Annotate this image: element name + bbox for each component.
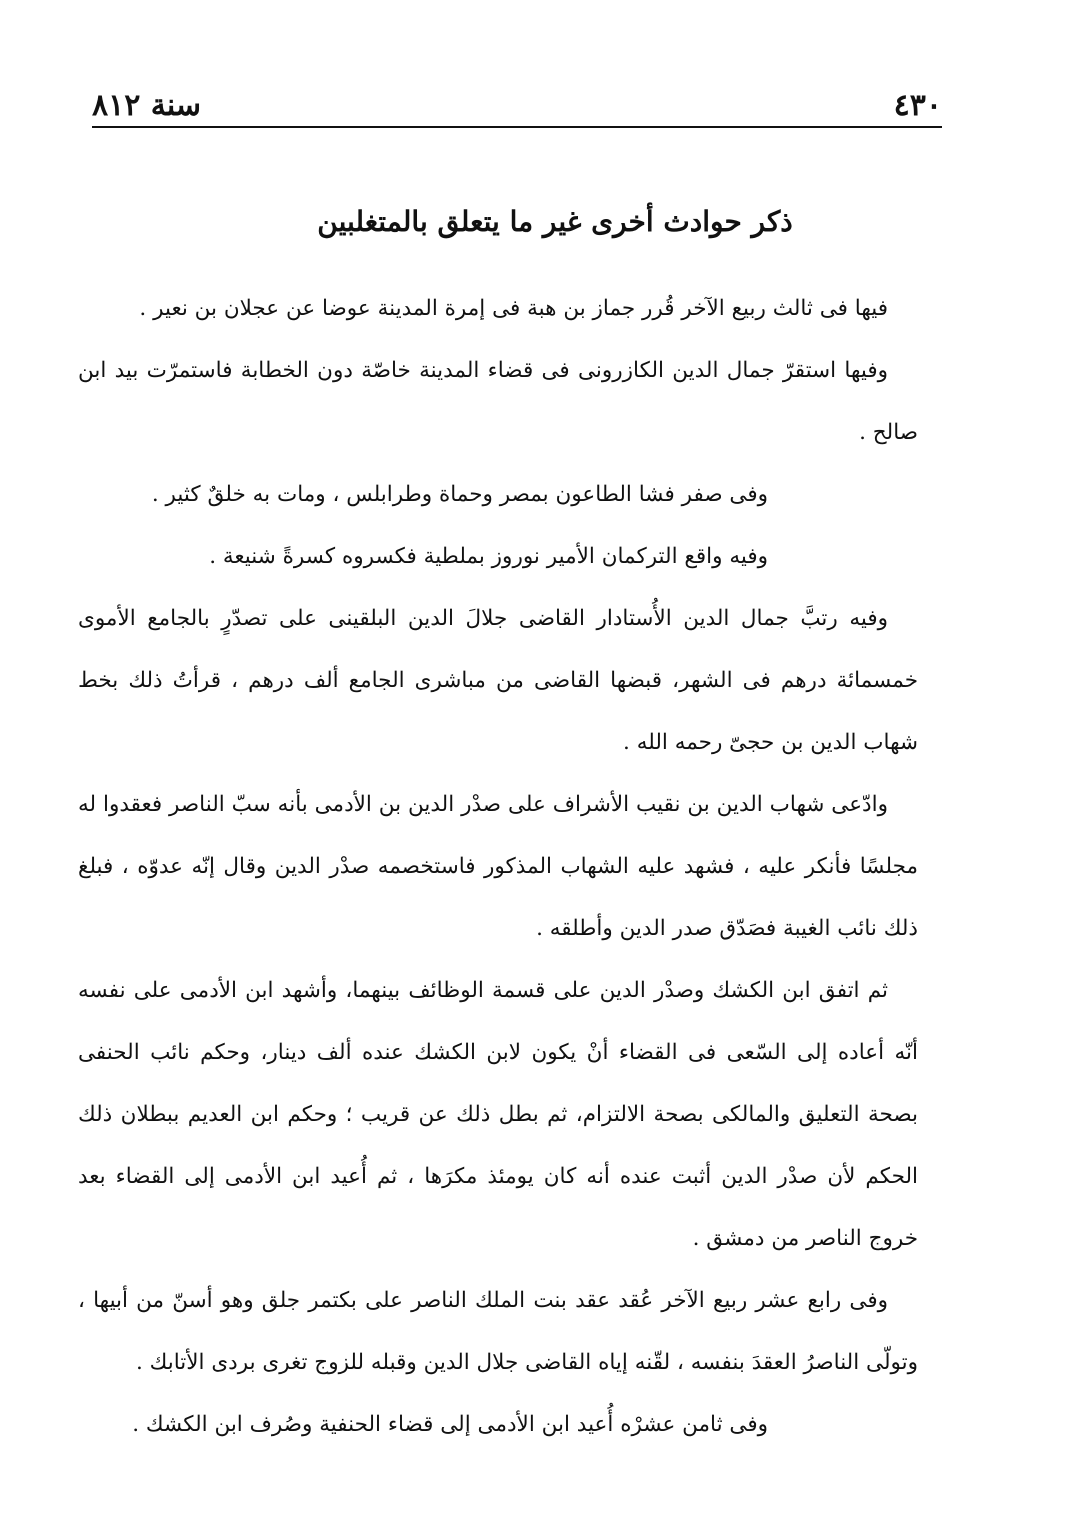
paragraph: وفى ثامن عشرْه أُعيد ابن الأدمى إلى قضاء الحنفية وصُرف ابن الكشك . [132,1412,768,1437]
paragraph: وفيه واقع التركمان الأمير نوروز بملطية فكسروه كسرةً شنيعة . [209,544,768,569]
page-number: ٤٣٠ [893,88,942,123]
paragraph: وادّعى شهاب الدين بن نقيب الأشراف على صدْر الدين بن الأدمى بأنه سبّ الناصر فعقدوا له مجلسًا فأنكر عليه ، فشهد عليه الشهاب المذكور فاستخصمه صدْر الدين وقال إنّه عدوّه ، فبلغ ذلك نائب الغيبة فصَدّق صدر الدين وأطلقه . [78,792,918,941]
paragraph: وفى رابع عشر ربيع الآخر عُقد عقد بنت الملك الناصر على بكتمر جلق وهو أسنّ من أبيها ، وتولّى الناصرُ العقدَ بنفسه ، لقّنه إياه القاضى جلال الدين وقبله للزوج تغرى بردى الأتابك . [78,1288,918,1375]
body-text [78,278,918,1456]
paragraph: ثم اتفق ابن الكشك وصدْر الدين على قسمة الوظائف بينهما، وأشهد ابن الأدمى على نفسه أنّه أعاده إلى السّعى فى القضاء أنْ يكون لابن الكشك عنده ألف دينار، وحكم نائب الحنفى بصحة التعليق والمالكى بصحة الالتزام، ثم بطل ذلك عن قريب ؛ وحكم ابن العديم ببطلان ذلك الحكم لأن صدْر الدين أثبت عنده أنه كان يومئذ مكرَها ، ثم أُعيد ابن الأدمى إلى القضاء بعد خروج الناصر من دمشق . [78,978,918,1251]
paragraph: فيها فى ثالث ربيع الآخر قُرر جماز بن هبة فى إمرة المدينة عوضا عن عجلان بن نعير . [139,296,888,321]
paragraph: وفى صفر فشا الطاعون بمصر وحماة وطرابلس ، ومات به خلقٌ كثير . [151,482,768,507]
year-label: سنة ٨١٢ [92,88,202,123]
section-heading: ذكر حوادث أخرى غير ما يتعلق بالمتغلبين [317,205,793,238]
paragraph: وفيه رتبَّ جمال الدين الأُستادار القاضى جلالَ الدين البلقينى على تصدّرٍ بالجامع الأموى خمسمائة درهم فى الشهر، قبضها القاضى من مباشرى الجامع ألف درهم ، قرأتُ ذلك بخط شهاب الدين بن حجىّ رحمه الله . [78,606,918,755]
paragraph: وفيها استقرّ جمال الدين الكازرونى فى قضاء المدينة خاصّة دون الخطابة فاستمرّت بيد ابن صالح . [78,358,918,445]
running-head [92,82,942,128]
